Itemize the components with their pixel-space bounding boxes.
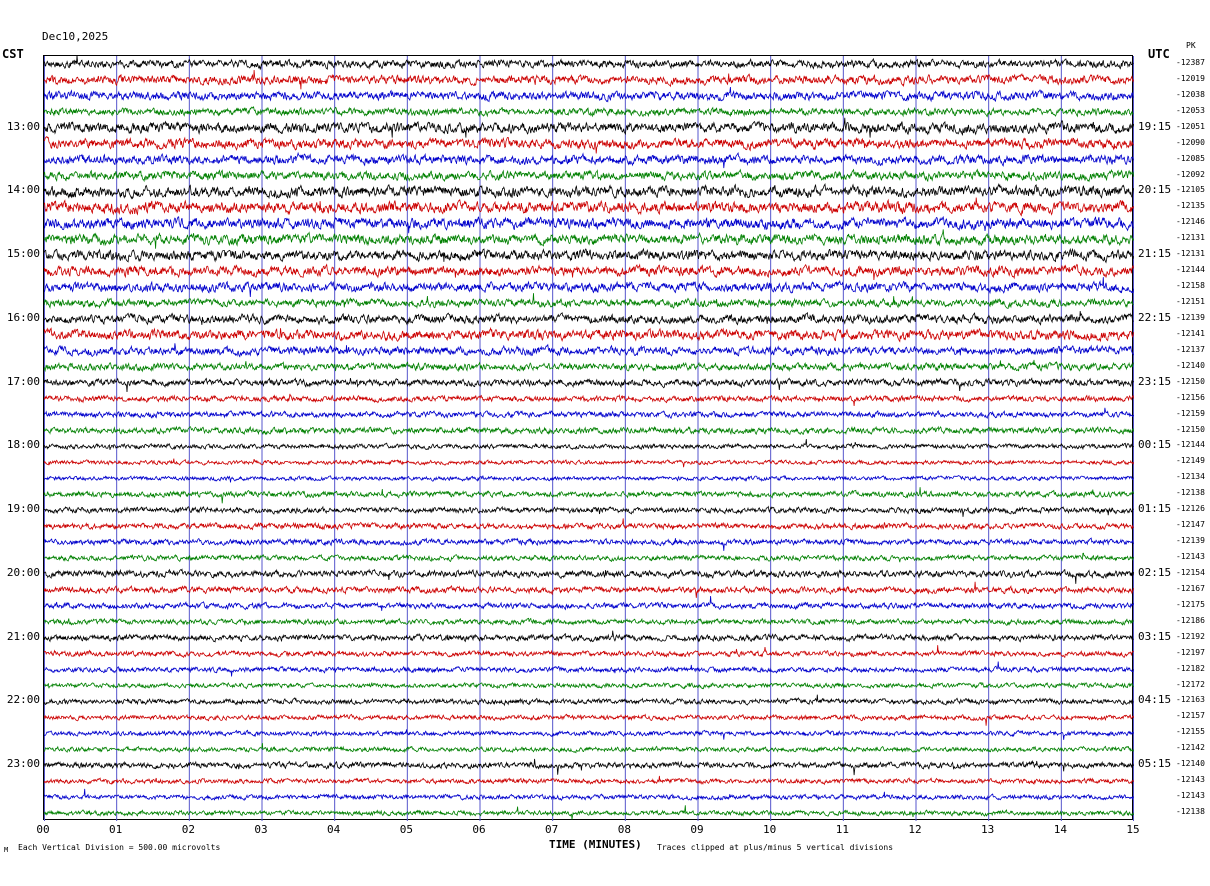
- peak-value: -12085: [1176, 153, 1205, 163]
- peak-value: -12192: [1176, 631, 1205, 641]
- left-time-tick: 16:00: [6, 310, 40, 324]
- peak-value: -12143: [1176, 552, 1205, 562]
- peak-value: -12126: [1176, 504, 1205, 514]
- seismic-trace: [44, 538, 1134, 551]
- seismic-trace: [44, 662, 1134, 677]
- clip-note: Traces clipped at plus/minus 5 vertical divisions: [657, 843, 894, 852]
- left-time-tick: 19:00: [6, 502, 40, 516]
- seismic-trace: [44, 229, 1134, 248]
- seismic-trace: [44, 553, 1134, 562]
- peak-value: -12138: [1176, 807, 1205, 817]
- seismic-trace: [44, 293, 1134, 308]
- peak-value: -12140: [1176, 759, 1205, 769]
- peak-value: -12053: [1176, 105, 1205, 115]
- peak-value: -12149: [1176, 456, 1205, 466]
- right-time-tick: 01:15: [1138, 502, 1172, 516]
- seismic-trace: [44, 582, 1134, 598]
- seismic-trace: [44, 570, 1134, 584]
- peak-value: -12150: [1176, 376, 1205, 386]
- peak-value: -12175: [1176, 599, 1205, 609]
- x-minute-tick: 03: [254, 823, 268, 836]
- seismic-trace: [44, 518, 1134, 529]
- seismic-trace: [44, 408, 1134, 419]
- peak-value: -12092: [1176, 169, 1205, 179]
- peak-value: -12158: [1176, 281, 1205, 291]
- peak-value: -12144: [1176, 265, 1205, 275]
- seismic-trace: [44, 596, 1134, 611]
- seismic-trace: [44, 217, 1134, 234]
- seismic-trace: [44, 311, 1134, 325]
- right-time-tick: 00:15: [1138, 438, 1172, 452]
- xaxis-title: TIME (MINUTES): [549, 838, 642, 851]
- seismic-trace: [44, 476, 1134, 483]
- peak-value: -12140: [1176, 360, 1205, 370]
- peak-value: -12150: [1176, 424, 1205, 434]
- seismic-trace: [44, 107, 1134, 117]
- x-minute-tick: 06: [472, 823, 486, 836]
- x-minute-tick: 08: [617, 823, 631, 836]
- left-time-tick: 14:00: [6, 183, 40, 197]
- seismogram-plot: [43, 55, 1133, 820]
- seismic-trace: [44, 439, 1134, 450]
- right-time-tick: 22:15: [1138, 310, 1172, 324]
- peak-value: -12141: [1176, 328, 1205, 338]
- peak-value: -12163: [1176, 695, 1205, 705]
- x-minute-tick: 14: [1053, 823, 1067, 836]
- peak-value: -12144: [1176, 440, 1205, 450]
- left-time-tick: 23:00: [6, 757, 40, 771]
- seismic-trace: [44, 776, 1134, 784]
- seismic-trace: [44, 507, 1134, 517]
- peak-value: -12156: [1176, 392, 1205, 402]
- peak-value: -12139: [1176, 312, 1205, 322]
- x-minute-tick: 00: [36, 823, 50, 836]
- left-time-tick: 13:00: [6, 119, 40, 133]
- peak-value: -12142: [1176, 743, 1205, 753]
- right-time-tick: 23:15: [1138, 374, 1172, 388]
- scale-note: Each Vertical Division = 500.00 microvolts: [18, 843, 221, 852]
- seismic-trace: [44, 56, 1134, 69]
- seismic-trace: [44, 759, 1134, 775]
- seismic-trace: [44, 87, 1134, 102]
- peak-value: -12147: [1176, 520, 1205, 530]
- left-time-tick: 21:00: [6, 629, 40, 643]
- peak-value: -12143: [1176, 775, 1205, 785]
- seismic-trace: [44, 631, 1134, 642]
- seismic-trace: [44, 360, 1134, 371]
- seismic-trace: [44, 743, 1134, 753]
- peak-value: -12167: [1176, 583, 1205, 593]
- x-minute-tick: 11: [835, 823, 849, 836]
- seismic-trace: [44, 70, 1134, 89]
- seismic-trace: [44, 789, 1134, 800]
- right-time-tick: 19:15: [1138, 119, 1172, 133]
- right-time-tick: 02:15: [1138, 565, 1172, 579]
- left-time-tick: 15:00: [6, 247, 40, 261]
- seismic-trace: [44, 170, 1134, 182]
- right-axis-label: UTC: [1148, 47, 1170, 61]
- peak-value: -12135: [1176, 201, 1205, 211]
- peak-value: -12139: [1176, 536, 1205, 546]
- peak-value: -12172: [1176, 679, 1205, 689]
- peak-value: -12146: [1176, 217, 1205, 227]
- x-minute-tick: 01: [109, 823, 123, 836]
- peak-value: -12154: [1176, 567, 1205, 577]
- seismic-trace: [44, 427, 1134, 435]
- seismic-trace: [44, 184, 1134, 198]
- peak-column-header: PK: [1186, 41, 1196, 50]
- seismic-trace: [44, 249, 1134, 263]
- seismic-trace: [44, 118, 1134, 138]
- right-time-tick: 20:15: [1138, 183, 1172, 197]
- seismic-trace: [44, 264, 1134, 280]
- x-minute-tick: 09: [690, 823, 704, 836]
- seismic-trace: [44, 343, 1134, 356]
- seismic-trace: [44, 137, 1134, 154]
- seismic-trace: [44, 328, 1134, 341]
- peak-value: -12105: [1176, 185, 1205, 195]
- x-minute-tick: 12: [908, 823, 922, 836]
- x-minute-tick: 02: [181, 823, 195, 836]
- peak-value: -12143: [1176, 791, 1205, 801]
- peak-value: -12134: [1176, 472, 1205, 482]
- header-date: Dec10,2025: [42, 30, 109, 43]
- peak-value: -12159: [1176, 408, 1205, 418]
- peak-value: -12038: [1176, 89, 1205, 99]
- right-time-tick: 21:15: [1138, 247, 1172, 261]
- x-minute-tick: 04: [327, 823, 341, 836]
- right-time-tick: 03:15: [1138, 629, 1172, 643]
- x-minute-tick: 05: [399, 823, 413, 836]
- peak-value: -12138: [1176, 488, 1205, 498]
- peak-value: -12051: [1176, 121, 1205, 131]
- seismic-trace: [44, 277, 1134, 297]
- peak-value: -12137: [1176, 344, 1205, 354]
- seismic-trace: [44, 805, 1134, 819]
- peak-value: -12090: [1176, 137, 1205, 147]
- peak-value: -12151: [1176, 297, 1205, 307]
- seismic-trace: [44, 487, 1134, 503]
- seismic-trace: [44, 695, 1134, 705]
- peak-value: -12182: [1176, 663, 1205, 673]
- seismic-trace: [44, 394, 1134, 406]
- peak-value: -12387: [1176, 57, 1205, 67]
- seismic-trace: [44, 459, 1134, 468]
- footnote-mark: M: [4, 846, 9, 854]
- left-time-tick: 20:00: [6, 565, 40, 579]
- seismic-trace: [44, 714, 1134, 725]
- right-time-tick: 04:15: [1138, 693, 1172, 707]
- seismic-trace: [44, 729, 1134, 739]
- left-time-tick: 17:00: [6, 374, 40, 388]
- left-time-tick: 22:00: [6, 693, 40, 707]
- seismic-trace: [44, 198, 1134, 216]
- x-minute-tick: 10: [763, 823, 777, 836]
- seismic-trace: [44, 378, 1134, 392]
- peak-value: -12186: [1176, 615, 1205, 625]
- left-time-tick: 18:00: [6, 438, 40, 452]
- x-minute-tick: 15: [1126, 823, 1140, 836]
- seismic-trace: [44, 683, 1134, 689]
- peak-value: -12131: [1176, 233, 1205, 243]
- peak-value: -12155: [1176, 727, 1205, 737]
- peak-value: -12131: [1176, 249, 1205, 259]
- seismic-trace: [44, 645, 1134, 657]
- peak-value: -12019: [1176, 73, 1205, 83]
- peak-value: -12157: [1176, 711, 1205, 721]
- x-minute-tick: 13: [981, 823, 995, 836]
- seismic-trace: [44, 618, 1134, 625]
- right-time-tick: 05:15: [1138, 757, 1172, 771]
- left-axis-label: CST: [2, 47, 24, 61]
- seismic-trace: [44, 153, 1134, 168]
- peak-value: -12197: [1176, 647, 1205, 657]
- x-minute-tick: 07: [545, 823, 559, 836]
